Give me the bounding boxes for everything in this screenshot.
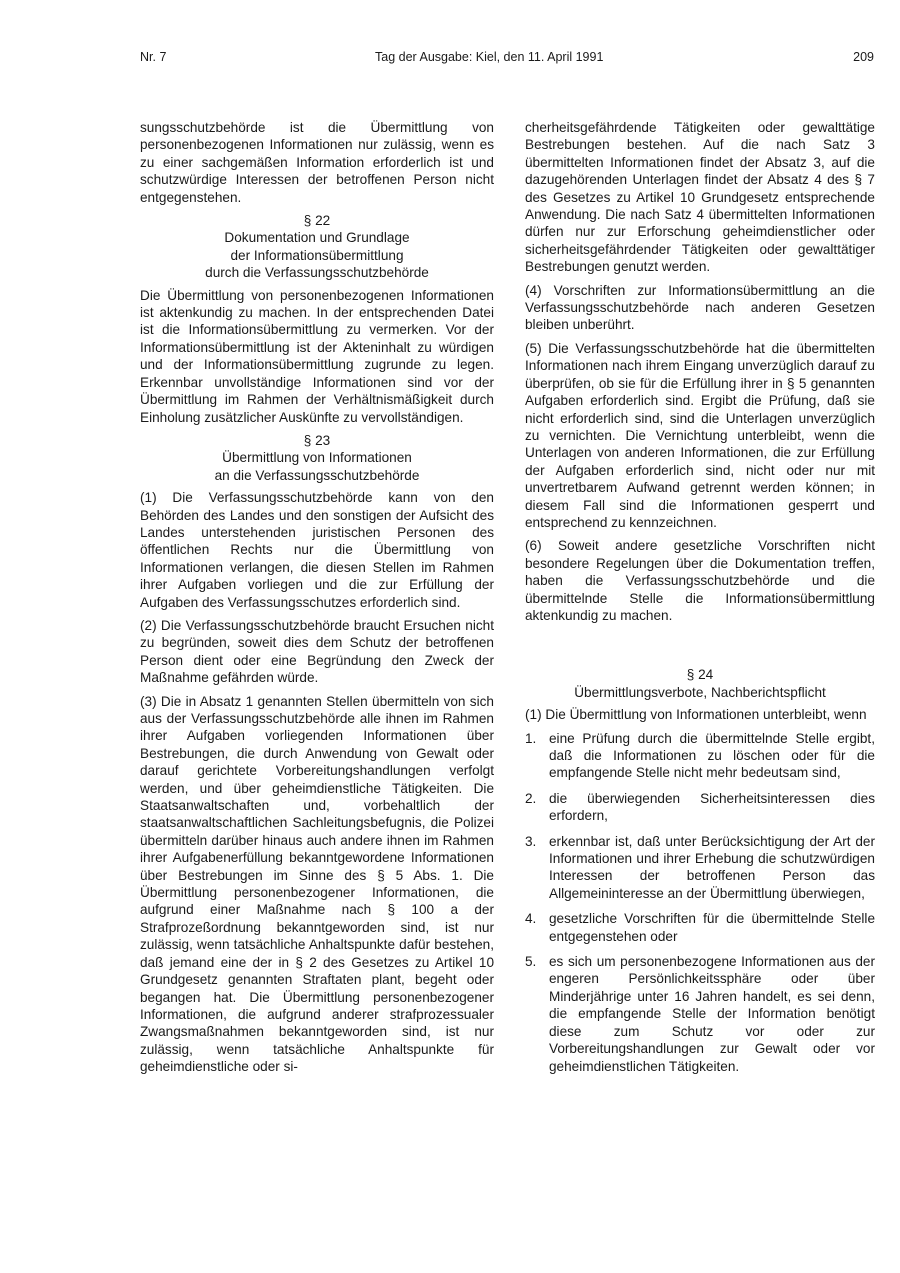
section-title-line: durch die Verfassungsschutzbehörde [205, 265, 429, 281]
section-title-line: Übermittlung von Informationen [222, 450, 412, 466]
paragraph-5: (5) Die Verfassungsschutzbehörde hat die übermittelten Informationen nach ihrem Eingang unverzüglich darauf zu überprüfen, ob sie für die Erfüllung ihrer in § 5 genannten Aufgaben erforderlich sind. Ergibt die Prüfung, daß sie nicht erforderlich sind, sind die Unterlagen unverzüglich zu vernichten. Die Vernichtung unterbleibt, wenn die Unterlagen von anderen Informationen, die zur Erfüllung der Aufgaben erforderlich sind, nicht oder nur mit unvertretbarem Aufwand getrennt werden können; in diesem Fall sind die Informationen gesperrt und entsprechend zu kennzeichnen. [525, 340, 875, 530]
item-number: 5. [525, 954, 537, 970]
section-24-heading [525, 666, 875, 701]
paragraph-1: (1) Die Verfassungsschutzbehörde kann von den Behörden des Landes und den sonstigen der Aufsicht des Landes unterstehenden juristischen Personen des öffentlichen Rechts nur die Übermittlung von Informationen verlangen, die diesen Stellen im Rahmen ihrer Aufgaben vorliegen und die zur Erfüllung der Aufgaben des Verfassungsschutzes erforderlich sind. [140, 490, 494, 610]
item-number: 2. [525, 790, 537, 806]
item-number: 3. [525, 833, 537, 849]
section-23-heading [140, 432, 494, 484]
list-item [525, 790, 875, 825]
right-column [525, 119, 875, 1083]
item-text: gesetzliche Vorschriften für die übermittelnde Stelle entgegenstehen oder [549, 911, 875, 944]
section-number: § 23 [303, 432, 331, 448]
section-number: § 24 [686, 667, 714, 683]
issue-date: Tag der Ausgabe: Kiel, den 11. April 1991 [375, 50, 604, 64]
section-title-line: der Informationsübermittlung [230, 247, 404, 263]
continued-paragraph: sungsschutzbehörde ist die Übermittlung von personenbezogenen Informationen nur zulässig, wenn es zu einer sachgemäßen Information erforderlich ist und schutzwürdige Interessen der betroffenen Person nicht entgegenstehen. [140, 120, 494, 205]
section-number: § 22 [303, 213, 331, 229]
spacer [525, 630, 875, 660]
paragraph-1: (1) Die Übermittlung von Informationen unterbleibt, wenn [525, 707, 867, 723]
section-22-heading [140, 212, 494, 282]
section-22-body: Die Übermittlung von personenbezogenen Informationen ist aktenkundig zu machen. In der entsprechenden Datei ist die Informationsübermittlung zu vermerken. Vor der Informationsübermittlung ist der Akteninhalt zu würdigen und der Informationsübermittlung zugrunde zu legen. Erkennbar unvollständige Informationen sind vor der Übermittlung im Rahmen der Verhältnismäßigkeit durch Einholung zusätzlicher Auskünfte zu vervollständigen. [140, 287, 494, 425]
left-column [140, 119, 494, 1082]
list-item [525, 833, 875, 903]
continued-paragraph: cherheitsgefährdende Tätigkeiten oder gewalttätige Bestrebungen bestehen. Auf die nach Satz 3 übermittelten Informationen findet der Absatz 3, auf die dazugehörenden Unterlagen findet der Absatz 4 des § 7 des Gesetzes zu Artikel 10 Grundgesetz entsprechende Anwendung. Die nach Satz 4 übermittelten Informationen dürfen nur zur Erforschung geheimdienstlicher oder sicherheitsgefährdender Tätigkeiten oder gewalttätiger Bestrebungen genutzt werden. [525, 120, 875, 275]
item-text: die überwiegenden Sicherheitsinteressen dies erfordern, [549, 790, 875, 824]
paragraph-6: (6) Soweit andere gesetzliche Vorschriften nicht besondere Regelungen über die Dokumentation treffen, haben die Verfassungsschutzbehörde und die übermittelnde Stelle die Informationsübermittlung aktenkundig zu machen. [525, 538, 875, 623]
list-item [525, 910, 875, 945]
item-number: 4. [525, 911, 537, 927]
issue-number: Nr. 7 [140, 50, 167, 64]
page-header [140, 50, 874, 68]
paragraph-3: (3) Die in Absatz 1 genannten Stellen übermitteln von sich aus der Verfassungsschutzbehörde alle ihnen im Rahmen ihrer Aufgaben vorliegenden Informationen über Bestrebungen, die durch Anwendung von Gewalt oder darauf gerichtete Vorbereitungshandlungen verfolgt werden, und über geheimdienstliche Tätigkeiten. Die Staatsanwaltschaften und, vorbehaltlich der staatsanwaltschaftlichen Sachleitungsbefugnis, die Polizei übermitteln darüber hinaus auch andere ihnen im Rahmen ihrer Aufgabenerfüllung bekanntgewordene Informationen über Bestrebungen im Sinne des § 5 Abs. 1. Die Übermittlung personenbezogener Informationen, die aufgrund einer Maßnahme nach § 100 a der Strafprozeßordnung bekanntgeworden sind, ist nur zulässig, wenn tatsächliche Anhaltspunkte dafür bestehen, daß jemand eine der in § 2 des Gesetzes zu Artikel 10 Grundgesetz genannten Straftaten plant, begeht oder begangen hat. Die Übermittlung personenbezogener Informationen, die aufgrund anderer strafprozessualer Zwangsmaßnahmen bekanntgeworden sind, ist nur zulässig, wenn tatsächliche Anhaltspunkte für geheimdienstliche oder si- [140, 693, 494, 1075]
list-item [525, 953, 875, 1075]
paragraph-4: (4) Vorschriften zur Informationsübermittlung an die Verfassungsschutzbehörde nach anderen Gesetzen bleiben unberührt. [525, 282, 875, 333]
item-text: eine Prüfung durch die übermittelnde Stelle ergibt, daß die Informationen zu löschen oder für die empfangende Stelle nicht mehr bedeutsam sind, [549, 730, 875, 781]
section-title-line: Dokumentation und Grundlage [224, 230, 410, 246]
item-number: 1. [525, 730, 537, 746]
section-title-line: Übermittlungsverbote, Nachberichtspflicht [574, 684, 826, 700]
item-text: es sich um personenbezogene Informationen aus der engeren Persönlichkeitssphäre oder über Minderjährige unter 16 Jahren handelt, es sei denn, die empfangende Stelle der Information benötigt diese zum Schutz vor oder zur Vorbereitungshandlungen zur Gewalt oder vor geheimdienstlichen Tätigkeiten. [549, 954, 875, 1074]
paragraph-2: (2) Die Verfassungsschutzbehörde braucht Ersuchen nicht zu begründen, soweit dies dem Schutz der betroffenen Person dient oder eine Begründung den Zweck der Maßnahme gefährden würde. [140, 617, 494, 686]
numbered-list [525, 730, 875, 1075]
list-item [525, 730, 875, 782]
section-title-line: an die Verfassungsschutzbehörde [214, 467, 420, 483]
item-text: erkennbar ist, daß unter Berücksichtigung der Art der Informationen und ihrer Erhebung die schutzwürdigen Interessen der betroffenen Person das Allgemeininteresse an der Übermittlung überwiegen, [549, 833, 875, 901]
page-number: 209 [853, 50, 874, 64]
